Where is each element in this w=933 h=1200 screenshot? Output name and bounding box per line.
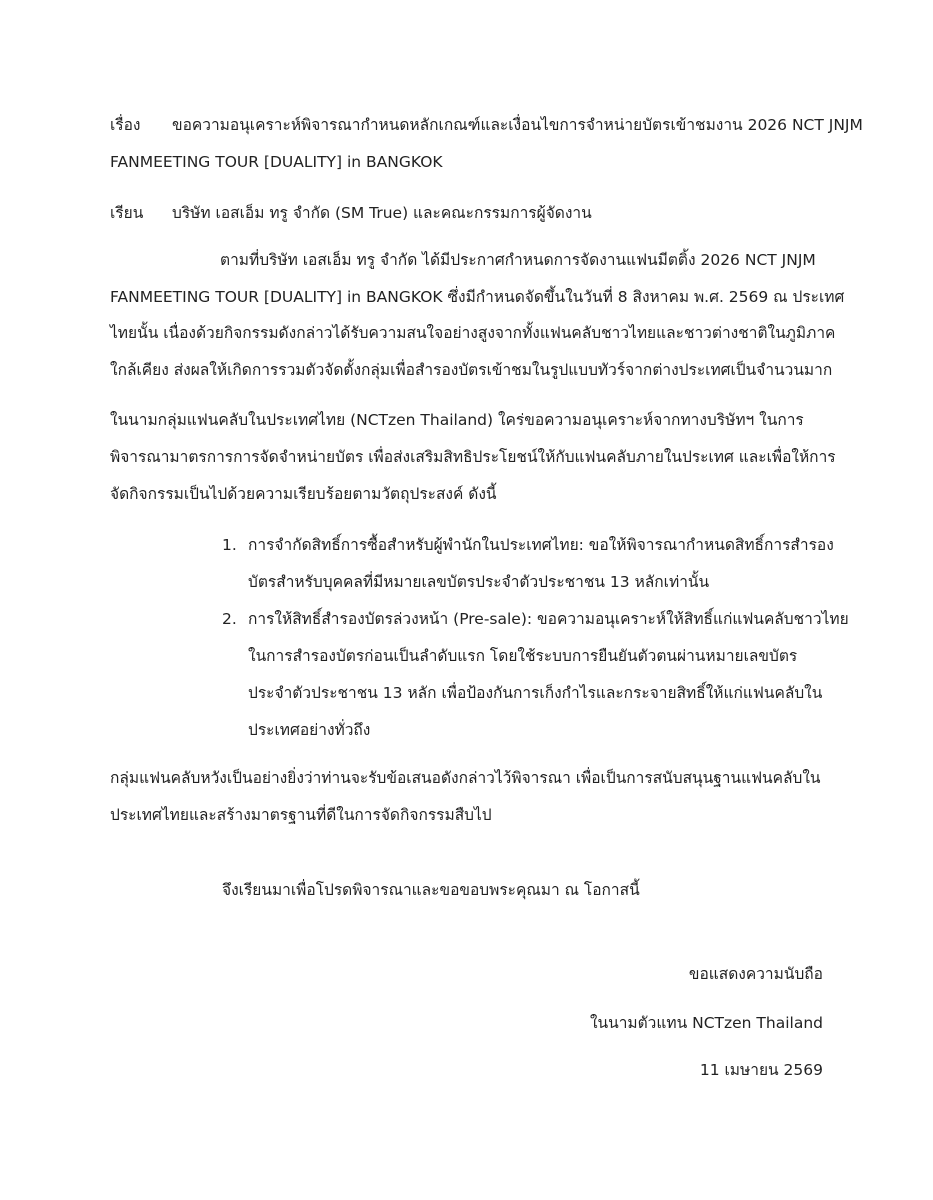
para2-line: พิจารณามาตรการการจัดจำหน่ายบัตร เพื่อส่งเสริมสิทธิประโยชน์ให้กับแฟนคลับภายในประเทศ และเพื่อให้การ [110,448,836,466]
list-item-line: การให้สิทธิ์สำรองบัตรล่วงหน้า (Pre-sale): ขอความอนุเคราะห์ให้สิทธิ์แก่แฟนคลับชาวไทย [248,610,849,628]
letter-date: 11 เมษายน 2569 [699,1061,823,1079]
para2-line: ในนามกลุ่มแฟนคลับในประเทศไทย (NCTzen Thailand) ใคร่ขอความอนุเคราะห์จากทางบริษัทฯ ในการ [110,411,804,429]
addressee-label: เรียน [110,204,144,222]
subject-line-1: ขอความอนุเคราะห์พิจารณากำหนดหลักเกณฑ์และเงื่อนไขการจำหน่ายบัตรเข้าชมงาน 2026 NCT JNJM [172,116,863,134]
addressee-text: บริษัท เอสเอ็ม ทรู จำกัด (SM True) และคณะกรรมการผู้จัดงาน [172,204,592,222]
para3-line: กลุ่มแฟนคลับหวังเป็นอย่างยิ่งว่าท่านจะรับข้อเสนอดังกล่าวไว้พิจารณา เพื่อเป็นการสนับสนุนฐานแฟนคลับใน [110,769,821,787]
para1-line: ใกล้เคียง ส่งผลให้เกิดการรวมตัวจัดตั้งกลุ่มเพื่อสำรองบัตรเข้าชมในรูปแบบทัวร์จากต่างประเทศเป็นจำนวนมาก [110,361,833,379]
para1-line: ตามที่บริษัท เอสเอ็ม ทรู จำกัด ได้มีประกาศกำหนดการจัดงานแฟนมีตติ้ง 2026 NCT JNJM [220,251,816,269]
para3-line: ประเทศไทยและสร้างมาตรฐานที่ดีในการจัดกิจกรรมสืบไป [110,806,492,824]
list-item-number: 1. [222,536,237,554]
para1-line: FANMEETING TOUR [DUALITY] in BANGKOK ซึ่งมีกำหนดจัดขึ้นในวันที่ 8 สิงหาคม พ.ศ. 2569 ณ ประเทศ [110,288,845,306]
para1-line: ไทยนั้น เนื่องด้วยกิจกรรมดังกล่าวได้รับความสนใจอย่างสูงจากทั้งแฟนคลับชาวไทยและชาวต่างชาติในภูมิภาค [110,324,836,342]
subject-line-2: FANMEETING TOUR [DUALITY] in BANGKOK [110,153,443,171]
list-item-line: บัตรสำหรับบุคคลที่มีหมายเลขบัตรประจำตัวประชาชน 13 หลักเท่านั้น [248,573,710,591]
list-item-line: ประเทศอย่างทั่วถึง [248,721,371,739]
on-behalf-text: ในนามตัวแทน NCTzen Thailand [589,1014,823,1032]
list-item-line: ประจำตัวประชาชน 13 หลัก เพื่อป้องกันการเก็งกำไรและกระจายสิทธิ์ให้แก่แฟนคลับใน [248,684,823,702]
subject-label: เรื่อง [110,116,141,134]
closing-request: จึงเรียนมาเพื่อโปรดพิจารณาและขอขอบพระคุณมา ณ โอกาสนี้ [222,881,640,899]
para2-line: จัดกิจกรรมเป็นไปด้วยความเรียบร้อยตามวัตถุประสงค์ ดังนี้ [110,485,497,503]
regards-text: ขอแสดงความนับถือ [688,965,823,983]
list-item-line: ในการสำรองบัตรก่อนเป็นลำดับแรก โดยใช้ระบบการยืนยันตัวตนผ่านหมายเลขบัตร [248,647,798,665]
list-item-number: 2. [222,610,237,628]
list-item-line: การจำกัดสิทธิ์การซื้อสำหรับผู้พำนักในประเทศไทย: ขอให้พิจารณากำหนดสิทธิ์การสำรอง [248,536,834,554]
